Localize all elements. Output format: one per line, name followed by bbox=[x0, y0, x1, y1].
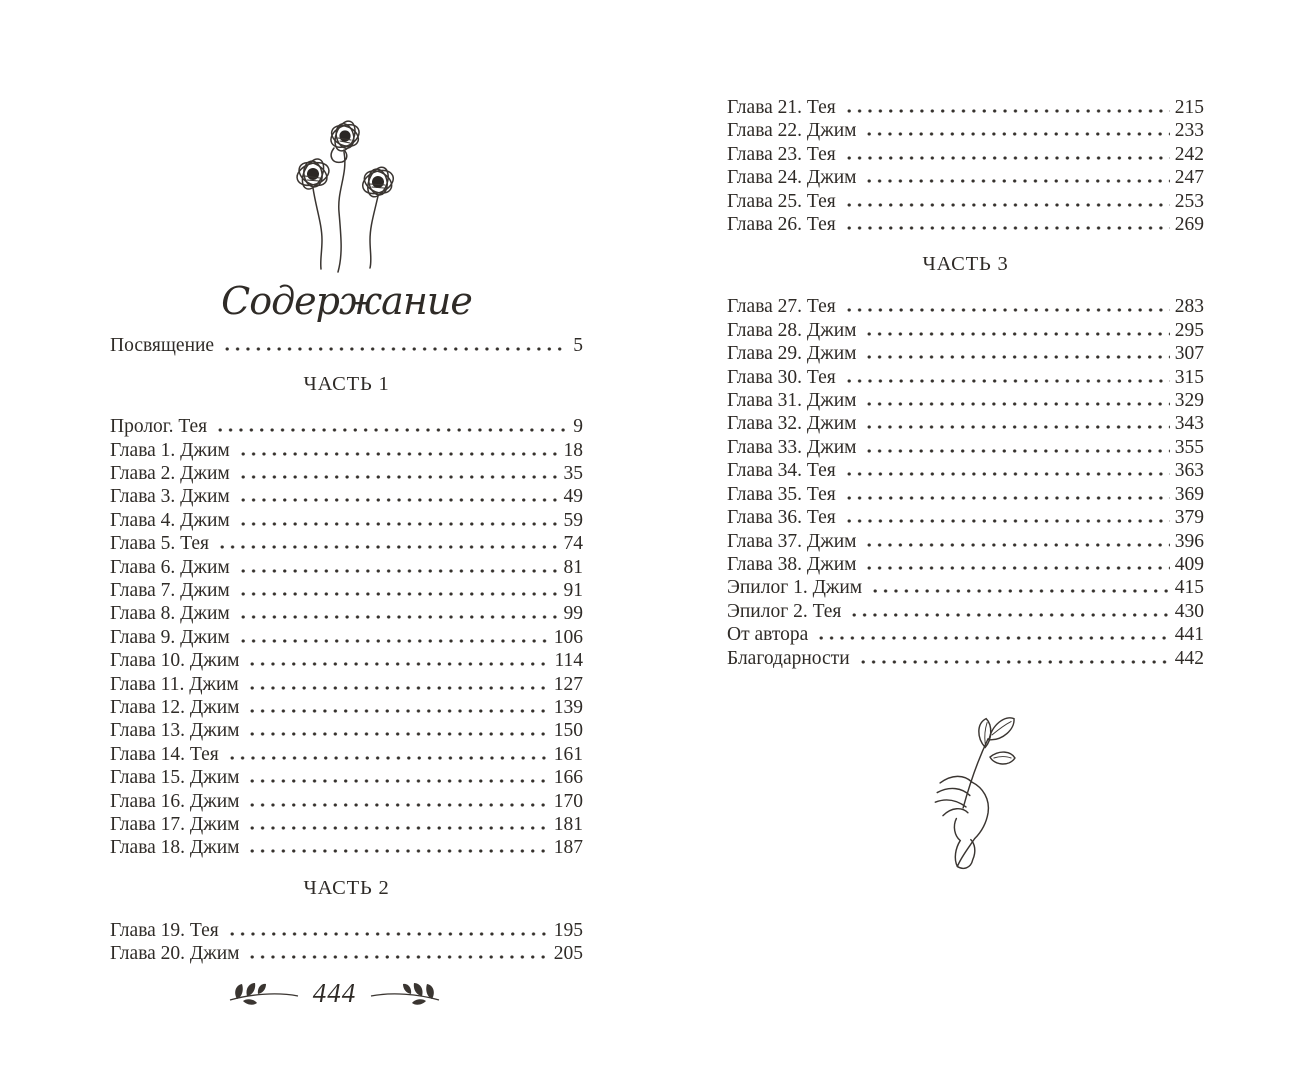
toc-entry bbox=[110, 813, 583, 836]
entry-page-number: 59 bbox=[563, 509, 583, 531]
entry-page-number: 18 bbox=[563, 439, 583, 461]
toc-entry bbox=[110, 942, 583, 965]
toc-entry bbox=[727, 96, 1204, 119]
entry-label: Эпилог 1. Джим bbox=[727, 577, 863, 599]
entry-page-number: 166 bbox=[553, 767, 583, 789]
entry-page-number: 441 bbox=[1174, 624, 1204, 646]
toc-entry bbox=[110, 836, 583, 859]
toc-entry bbox=[727, 553, 1204, 576]
entry-label: Глава 17. Джим bbox=[110, 814, 240, 835]
dot-leader bbox=[245, 803, 548, 807]
toc-entry bbox=[727, 483, 1204, 506]
dot-leader bbox=[868, 589, 1170, 593]
entry-label: Глава 2. Джим bbox=[110, 462, 230, 484]
toc-entry bbox=[727, 576, 1204, 599]
entry-page-number: 49 bbox=[563, 486, 583, 508]
toc-entry bbox=[110, 766, 583, 789]
toc-entry bbox=[110, 485, 583, 508]
entry-page-number: 269 bbox=[1174, 214, 1204, 236]
entry-label: Глава 29. Джим bbox=[727, 343, 857, 365]
toc-entry bbox=[727, 295, 1204, 318]
entry-page-number: 233 bbox=[1174, 120, 1204, 142]
leaf-flourish-left-icon bbox=[227, 979, 301, 1007]
entry-label: Глава 8. Джим bbox=[110, 603, 230, 625]
entry-label: Глава 23. Тея bbox=[727, 143, 836, 165]
toc-entry bbox=[727, 143, 1204, 166]
entry-label: Глава 27. Тея bbox=[727, 296, 836, 318]
entry-page-number: 215 bbox=[1174, 97, 1204, 118]
entry-page-number: 9 bbox=[573, 416, 583, 438]
toc-entry bbox=[110, 649, 583, 672]
entry-label: Глава 5. Тея bbox=[110, 533, 209, 555]
toc-entry bbox=[727, 459, 1204, 482]
dot-leader bbox=[862, 425, 1169, 429]
dot-leader bbox=[842, 226, 1170, 230]
dot-leader bbox=[236, 615, 559, 619]
entry-label: Глава 24. Джим bbox=[727, 167, 857, 189]
toc-entry bbox=[727, 319, 1204, 342]
dot-leader bbox=[862, 402, 1169, 406]
entry-page-number: 195 bbox=[553, 919, 583, 941]
right-page bbox=[727, 0, 1204, 878]
dot-leader bbox=[814, 636, 1169, 640]
entry-page-number: 127 bbox=[553, 673, 583, 695]
entry-label: Глава 9. Джим bbox=[110, 626, 230, 648]
entry-page-number: 396 bbox=[1174, 530, 1204, 552]
entry-label: Посвящение bbox=[110, 334, 215, 356]
entry-label: Глава 33. Джим bbox=[727, 436, 857, 458]
dot-leader bbox=[225, 932, 549, 936]
toc-entry bbox=[727, 412, 1204, 435]
dot-leader bbox=[245, 849, 548, 853]
dot-leader bbox=[245, 732, 548, 736]
hand-holding-sprig-illustration bbox=[913, 710, 1019, 878]
dot-leader bbox=[213, 428, 568, 432]
dot-leader bbox=[245, 662, 549, 666]
entry-page-number: 74 bbox=[563, 533, 583, 555]
toc-entry bbox=[110, 415, 583, 438]
toc-entry bbox=[727, 190, 1204, 213]
toc-entry bbox=[727, 389, 1204, 412]
part1-heading: ЧАСТЬ 1 bbox=[303, 373, 390, 396]
entry-page-number: 5 bbox=[573, 334, 583, 356]
dot-leader bbox=[842, 109, 1170, 113]
entry-page-number: 295 bbox=[1174, 319, 1204, 341]
part1-entries bbox=[110, 415, 583, 860]
toc-entry bbox=[110, 579, 583, 602]
toc-entry bbox=[110, 602, 583, 625]
dot-leader bbox=[842, 203, 1170, 207]
toc-entry bbox=[110, 790, 583, 813]
entry-label: Глава 28. Джим bbox=[727, 319, 857, 341]
entry-label: Глава 20. Джим bbox=[110, 943, 240, 965]
entry-label: Глава 7. Джим bbox=[110, 579, 230, 601]
entry-label: Глава 10. Джим bbox=[110, 650, 240, 672]
entry-label: Глава 22. Джим bbox=[727, 120, 857, 142]
toc-entry bbox=[727, 366, 1204, 389]
entry-page-number: 430 bbox=[1174, 600, 1204, 622]
poppies-illustration bbox=[282, 112, 412, 276]
dot-leader bbox=[842, 472, 1170, 476]
dot-leader bbox=[842, 308, 1170, 312]
dot-leader bbox=[245, 709, 548, 713]
entry-label: Глава 11. Джим bbox=[110, 673, 239, 695]
entry-page-number: 106 bbox=[553, 626, 583, 648]
entry-label: Глава 14. Тея bbox=[110, 743, 219, 765]
dot-leader bbox=[842, 379, 1170, 383]
toc-title: Содержание bbox=[221, 279, 472, 323]
dot-leader bbox=[236, 475, 559, 479]
entry-page-number: 242 bbox=[1174, 143, 1204, 165]
part3-entries bbox=[727, 295, 1204, 670]
entry-page-number: 91 bbox=[563, 579, 583, 601]
dot-leader bbox=[847, 613, 1169, 617]
dot-leader bbox=[236, 498, 559, 502]
dot-leader bbox=[245, 779, 548, 783]
book-page-number: 444 bbox=[312, 977, 357, 1008]
dot-leader bbox=[245, 686, 549, 690]
dot-leader bbox=[236, 522, 559, 526]
left-page bbox=[110, 0, 583, 1009]
toc-entry bbox=[110, 532, 583, 555]
toc-entry bbox=[110, 919, 583, 942]
dot-leader bbox=[862, 566, 1169, 570]
dot-leader bbox=[236, 452, 559, 456]
dot-leader bbox=[245, 955, 548, 959]
entry-page-number: 329 bbox=[1174, 390, 1204, 412]
toc-entry bbox=[727, 600, 1204, 623]
entry-label: Глава 13. Джим bbox=[110, 720, 240, 742]
entry-label: Глава 21. Тея bbox=[727, 97, 836, 118]
entry-label: От автора bbox=[727, 624, 809, 646]
toc-entry bbox=[110, 334, 583, 357]
entry-label: Глава 25. Тея bbox=[727, 190, 836, 212]
entry-page-number: 283 bbox=[1174, 296, 1204, 318]
entry-page-number: 315 bbox=[1174, 366, 1204, 388]
entry-page-number: 307 bbox=[1174, 343, 1204, 365]
toc-entry bbox=[727, 166, 1204, 189]
entry-label: Глава 32. Джим bbox=[727, 413, 857, 435]
entry-page-number: 363 bbox=[1174, 460, 1204, 482]
entry-label: Глава 36. Тея bbox=[727, 507, 836, 529]
dot-leader bbox=[842, 519, 1170, 523]
toc-entry bbox=[110, 696, 583, 719]
dot-leader bbox=[215, 545, 559, 549]
dot-leader bbox=[225, 756, 549, 760]
part2-entries bbox=[110, 919, 583, 966]
entry-page-number: 35 bbox=[563, 462, 583, 484]
entry-page-number: 161 bbox=[553, 743, 583, 765]
entry-label: Глава 37. Джим bbox=[727, 530, 857, 552]
entry-label: Глава 34. Тея bbox=[727, 460, 836, 482]
entry-page-number: 355 bbox=[1174, 436, 1204, 458]
toc-entry bbox=[727, 623, 1204, 646]
dot-leader bbox=[236, 569, 559, 573]
entry-label: Глава 35. Тея bbox=[727, 483, 836, 505]
entry-page-number: 114 bbox=[554, 650, 583, 672]
entry-page-number: 415 bbox=[1174, 577, 1204, 599]
entry-label: Глава 18. Джим bbox=[110, 837, 240, 859]
part3-heading: ЧАСТЬ 3 bbox=[922, 253, 1009, 276]
entry-page-number: 205 bbox=[553, 943, 583, 965]
toc-entry bbox=[110, 439, 583, 462]
toc-entry bbox=[110, 673, 583, 696]
entry-page-number: 253 bbox=[1174, 190, 1204, 212]
entry-label: Глава 1. Джим bbox=[110, 439, 230, 461]
entry-label: Глава 15. Джим bbox=[110, 767, 240, 789]
entry-page-number: 170 bbox=[553, 790, 583, 812]
part2-continued-entries bbox=[727, 96, 1204, 236]
dot-leader bbox=[856, 660, 1170, 664]
dot-leader bbox=[862, 355, 1169, 359]
entry-page-number: 181 bbox=[553, 814, 583, 835]
dot-leader bbox=[862, 179, 1169, 183]
entry-label: Глава 16. Джим bbox=[110, 790, 240, 812]
entry-label: Глава 3. Джим bbox=[110, 486, 230, 508]
page-footer bbox=[98, 978, 571, 1009]
dot-leader bbox=[842, 156, 1170, 160]
entry-label: Глава 26. Тея bbox=[727, 214, 836, 236]
entry-page-number: 442 bbox=[1174, 647, 1204, 669]
toc-entry bbox=[110, 719, 583, 742]
toc-entry bbox=[110, 626, 583, 649]
dot-leader bbox=[862, 332, 1169, 336]
toc-entry bbox=[727, 436, 1204, 459]
entry-label: Глава 38. Джим bbox=[727, 553, 857, 575]
entry-page-number: 150 bbox=[553, 720, 583, 742]
entry-label: Пролог. Тея bbox=[110, 416, 208, 438]
dot-leader bbox=[862, 449, 1169, 453]
entry-label: Глава 31. Джим bbox=[727, 390, 857, 412]
toc-entry bbox=[727, 506, 1204, 529]
entry-page-number: 81 bbox=[563, 556, 583, 578]
toc-entry bbox=[727, 647, 1204, 670]
dot-leader bbox=[862, 543, 1169, 547]
dot-leader bbox=[220, 347, 568, 351]
entry-label: Благодарности bbox=[727, 647, 850, 669]
part2-heading: ЧАСТЬ 2 bbox=[303, 876, 390, 899]
toc-entry bbox=[110, 462, 583, 485]
entry-label: Глава 6. Джим bbox=[110, 556, 230, 578]
entry-label: Глава 12. Джим bbox=[110, 696, 240, 718]
entry-page-number: 139 bbox=[553, 696, 583, 718]
toc-entry bbox=[727, 530, 1204, 553]
dot-leader bbox=[236, 592, 559, 596]
entry-label: Глава 30. Тея bbox=[727, 366, 836, 388]
dot-leader bbox=[245, 826, 548, 830]
entry-label: Глава 19. Тея bbox=[110, 919, 219, 941]
entry-page-number: 369 bbox=[1174, 483, 1204, 505]
entry-page-number: 343 bbox=[1174, 413, 1204, 435]
toc-entry bbox=[110, 509, 583, 532]
dot-leader bbox=[236, 639, 549, 643]
toc-entry bbox=[727, 213, 1204, 236]
leaf-flourish-right-icon bbox=[368, 979, 442, 1007]
dedication-list bbox=[110, 334, 583, 357]
entry-page-number: 99 bbox=[563, 603, 583, 625]
toc-entry bbox=[110, 556, 583, 579]
toc-entry bbox=[727, 342, 1204, 365]
entry-label: Эпилог 2. Тея bbox=[727, 600, 842, 622]
dot-leader bbox=[842, 496, 1170, 500]
entry-page-number: 187 bbox=[553, 837, 583, 859]
toc-entry bbox=[727, 119, 1204, 142]
dot-leader bbox=[862, 132, 1169, 136]
entry-label: Глава 4. Джим bbox=[110, 509, 230, 531]
entry-page-number: 247 bbox=[1174, 167, 1204, 189]
entry-page-number: 409 bbox=[1174, 553, 1204, 575]
toc-entry bbox=[110, 743, 583, 766]
entry-page-number: 379 bbox=[1174, 507, 1204, 529]
